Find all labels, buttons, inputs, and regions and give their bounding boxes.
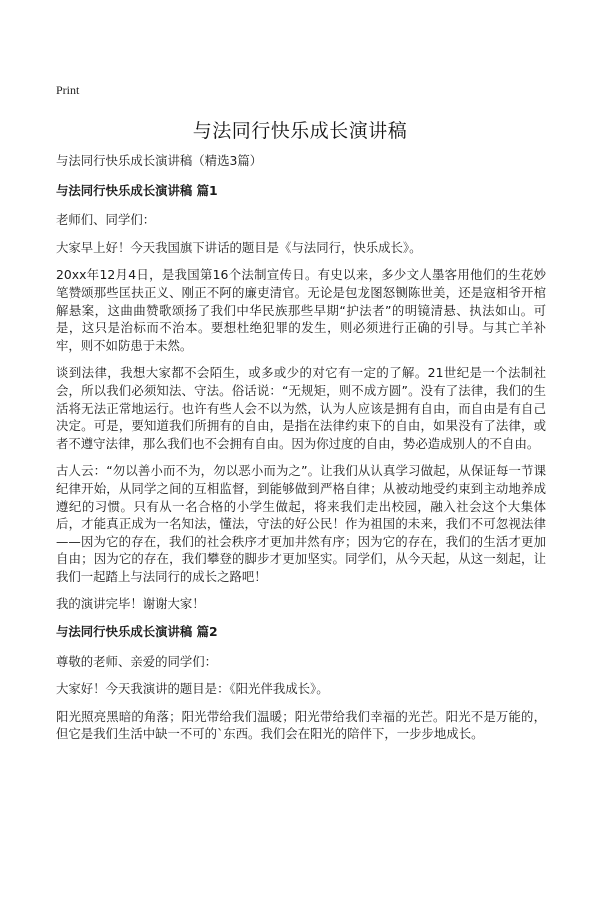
- section-1-paragraph-2: 20xx年12月4日，是我国第16个法制宣传日。有史以来，多少文人墨客用他们的生花妙笔赞颂那些匡扶正义、刚正不阿的廉吏清官。无论是包龙图怒铡陈世美，还是寇相爷开棺解悬案，这曲曲赞歌颂扬了我们中华民族那些早期“护法者”的明镜清悬、执法如山。可是，这只是治标而不治本。要想杜绝犯罪的发生，则必须进行正确的引导。与其亡羊补牢，则不如防患于未然。: [56, 267, 546, 353]
- section-2-paragraph-1: 大家好！今天我演讲的题目是：《阳光伴我成长》。: [56, 681, 329, 697]
- section-2-heading: 与法同行快乐成长演讲稿 篇2: [56, 624, 218, 640]
- section-1-paragraph-3: 谈到法律，我想大家都不会陌生，或多或少的对它有一定的了解。21世纪是一个法制社会，所以我们必须知法、守法。俗话说：“无规矩，则不成方圆”。没有了法律，我们的生活将无法正常地运行。也许有些人会不以为然，认为人应该是拥有自由，而自由是有自己决定。可是，要知道我们所拥有的自由，是指在法律约束下的自由，如果没有了法律，或者不遵守法律，那么我们也不会拥有自由。因为你过度的自由，势必造成别人的不自由。: [56, 365, 546, 451]
- section-1-paragraph-4: 古人云：“勿以善小而不为，勿以恶小而为之”。让我们从认真学习做起，从保证每一节课纪律开始，从同学之间的互相监督，到能够做到严格自律；从被动地受约束到主动地养成遵纪的习惯。只有从一名合格的小学生做起，将来我们走出校园，融入社会这个大集体后，才能真正成为一名知法，懂法，守法的好公民！作为祖国的未来，我们不可忽视法律——因为它的存在，我们的社会秩序才更加井然有序；因为它的存在，我们的生活才更加自由；因为它的存在，我们攀登的脚步才更加坚实。同学们，从今天起，从这一刻起，让我们一起踏上与法同行的成长之路吧！: [56, 463, 546, 584]
- section-2-paragraph-2: 阳光照亮黑暗的角落；阳光带给我们温暖；阳光带给我们幸福的光芒。阳光不是万能的，但它是我们生活中缺一不可的`东西。我们会在阳光的陪伴下，一步步地成长。: [56, 708, 546, 742]
- document-body: [56, 152, 546, 753]
- document-subtitle: 与法同行快乐成长演讲稿（精选3篇）: [56, 153, 263, 168]
- page-title: 与法同行快乐成长演讲稿: [192, 120, 408, 142]
- section-2-greeting: 尊敬的老师、亲爱的同学们：: [56, 653, 218, 669]
- section-1-paragraph-5: 我的演讲完毕！谢谢大家！: [56, 596, 205, 612]
- section-1-greeting: 老师们、同学们：: [56, 212, 156, 228]
- section-1-paragraph-1: 大家早上好！今天我国旗下讲话的题目是《与法同行，快乐成长》。: [56, 239, 422, 255]
- print-label: Print: [56, 83, 80, 97]
- section-1-heading: 与法同行快乐成长演讲稿 篇1: [56, 182, 218, 198]
